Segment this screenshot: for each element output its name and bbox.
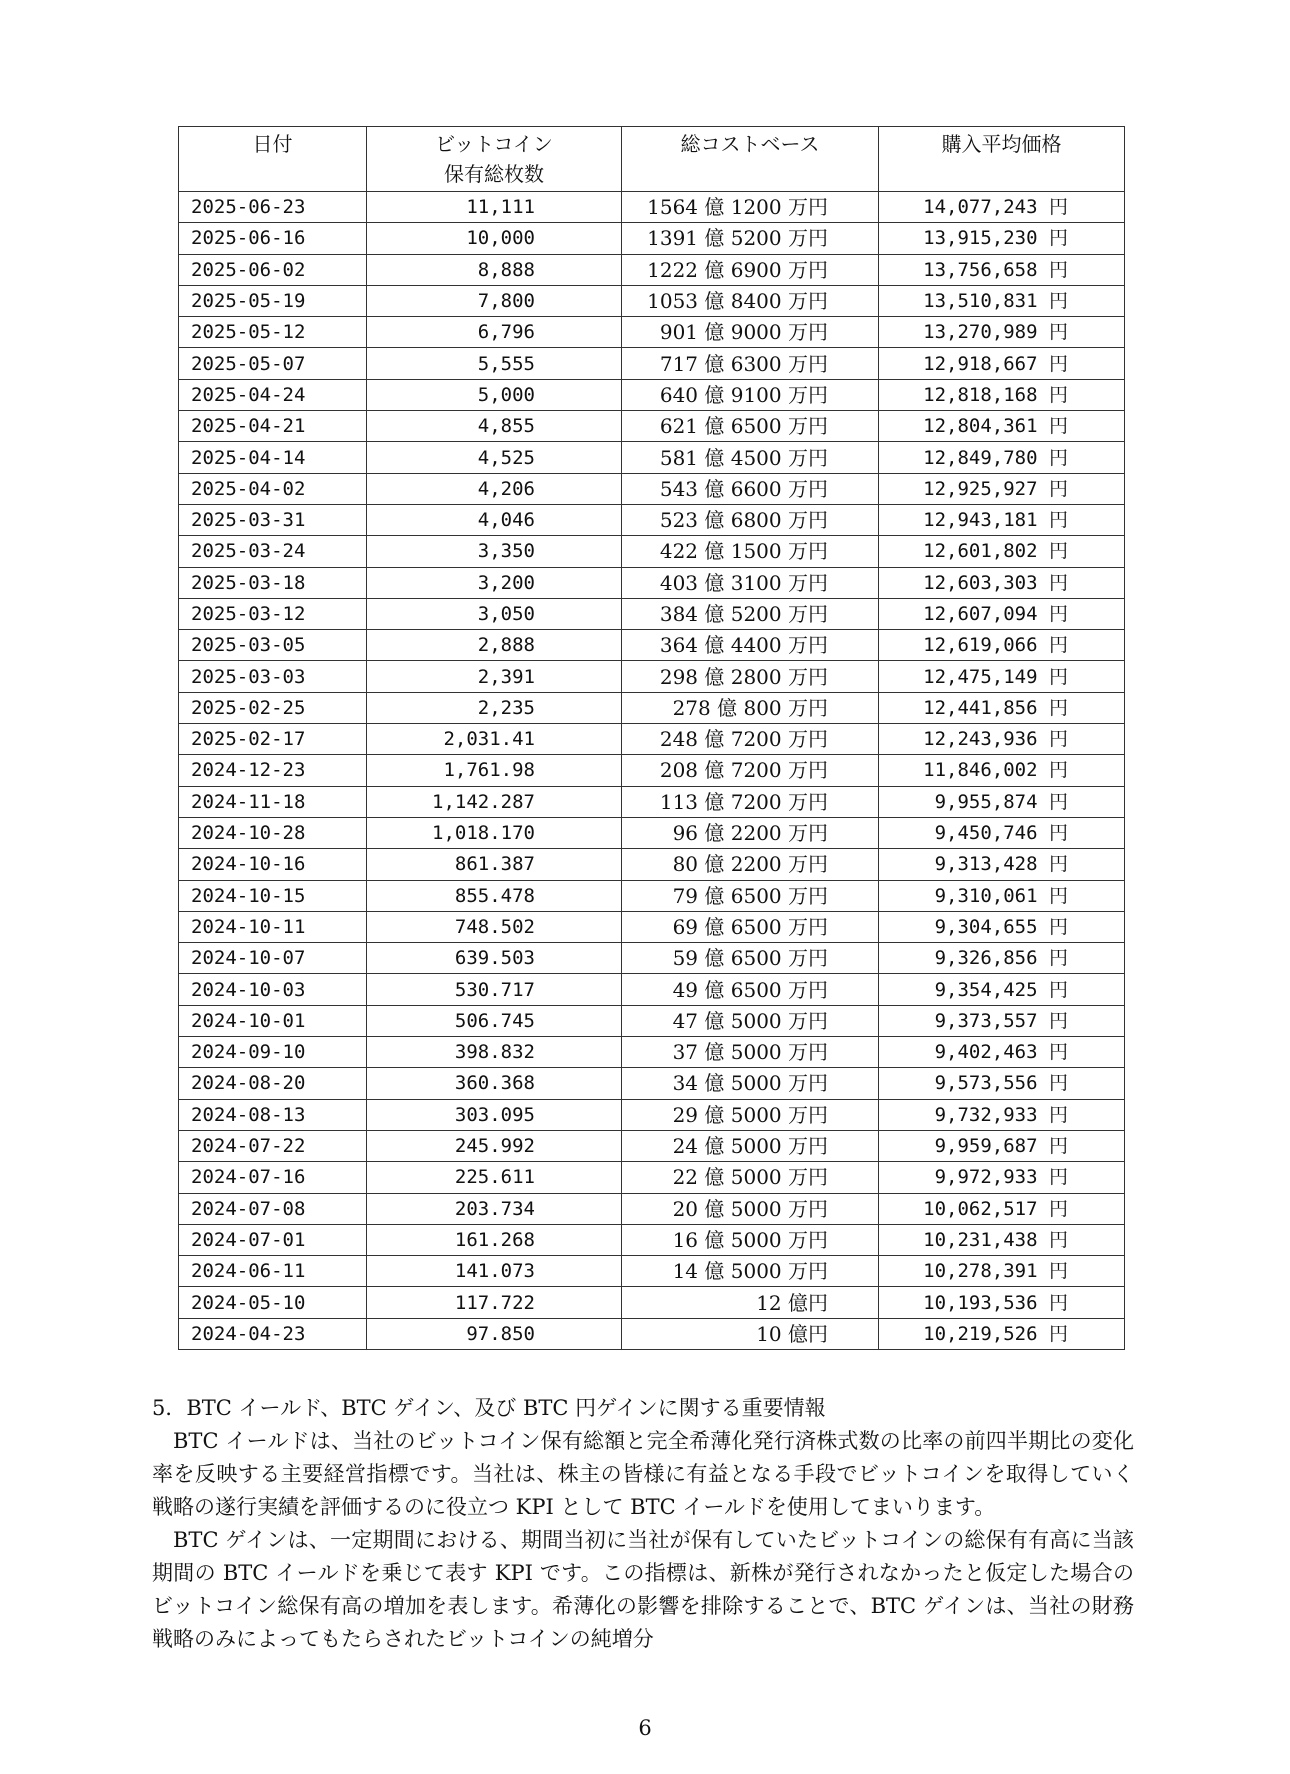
cell-total-cost: 14 億 5000 万円: [622, 1256, 879, 1287]
cell-btc-holdings: 4,206: [367, 473, 622, 504]
table-row: [179, 379, 1125, 410]
cell-total-cost: 16 億 5000 万円: [622, 1224, 879, 1255]
cell-average-price: 9,732,933 円: [879, 1099, 1125, 1130]
cell-average-price: 9,354,425 円: [879, 974, 1125, 1005]
cell-btc-holdings: 3,200: [367, 567, 622, 598]
table-row: [179, 192, 1125, 223]
cell-date: 2024-08-20: [179, 1068, 367, 1099]
table-row: [179, 442, 1125, 473]
cell-date: 2024-04-23: [179, 1318, 367, 1349]
cell-btc-holdings: 8,888: [367, 254, 622, 285]
cell-btc-holdings: 4,525: [367, 442, 622, 473]
cell-total-cost: 364 億 4400 万円: [622, 630, 879, 661]
table-row: [179, 1130, 1125, 1161]
header-total-cost: [622, 127, 879, 192]
cell-average-price: 12,849,780 円: [879, 442, 1125, 473]
table-row: [179, 1037, 1125, 1068]
table-row: [179, 1099, 1125, 1130]
cell-date: 2025-03-24: [179, 536, 367, 567]
header-date-label: 日付: [252, 132, 293, 156]
cell-btc-holdings: 245.992: [367, 1130, 622, 1161]
cell-total-cost: 621 億 6500 万円: [622, 411, 879, 442]
table-row: [179, 1068, 1125, 1099]
table-row: [179, 880, 1125, 911]
cell-date: 2025-04-02: [179, 473, 367, 504]
cell-btc-holdings: 97.850: [367, 1318, 622, 1349]
cell-date: 2024-10-16: [179, 849, 367, 880]
cell-average-price: 12,925,927 円: [879, 473, 1125, 504]
cell-average-price: 9,304,655 円: [879, 911, 1125, 942]
cell-date: 2025-03-03: [179, 661, 367, 692]
cell-total-cost: 34 億 5000 万円: [622, 1068, 879, 1099]
header-btc-line2: 保有総枚数: [444, 162, 544, 186]
cell-btc-holdings: 117.722: [367, 1287, 622, 1318]
cell-date: 2024-10-03: [179, 974, 367, 1005]
table-row: [179, 724, 1125, 755]
cell-date: 2025-02-17: [179, 724, 367, 755]
cell-date: 2024-07-16: [179, 1162, 367, 1193]
cell-date: 2024-10-15: [179, 880, 367, 911]
cell-date: 2025-02-25: [179, 692, 367, 723]
cell-date: 2025-03-18: [179, 567, 367, 598]
cell-average-price: 10,219,526 円: [879, 1318, 1125, 1349]
cell-total-cost: 20 億 5000 万円: [622, 1193, 879, 1224]
cell-average-price: 9,310,061 円: [879, 880, 1125, 911]
table-row: [179, 755, 1125, 786]
cell-average-price: 12,243,936 円: [879, 724, 1125, 755]
cell-btc-holdings: 3,350: [367, 536, 622, 567]
cell-total-cost: 543 億 6600 万円: [622, 473, 879, 504]
cell-total-cost: 49 億 6500 万円: [622, 974, 879, 1005]
cell-total-cost: 248 億 7200 万円: [622, 724, 879, 755]
table-row: [179, 411, 1125, 442]
table-row: [179, 254, 1125, 285]
cell-date: 2024-10-28: [179, 817, 367, 848]
cell-average-price: 12,475,149 円: [879, 661, 1125, 692]
cell-date: 2024-12-23: [179, 755, 367, 786]
cell-btc-holdings: 639.503: [367, 943, 622, 974]
cell-total-cost: 12 億円: [622, 1287, 879, 1318]
table-row: [179, 911, 1125, 942]
table-row: [179, 974, 1125, 1005]
header-btc-line1: ビットコイン: [435, 132, 553, 156]
table-row: [179, 817, 1125, 848]
table-row: [179, 786, 1125, 817]
cell-date: 2024-06-11: [179, 1256, 367, 1287]
cell-date: 2025-04-24: [179, 379, 367, 410]
header-average-price-label: 購入平均価格: [941, 132, 1062, 156]
cell-btc-holdings: 225.611: [367, 1162, 622, 1193]
cell-total-cost: 47 億 5000 万円: [622, 1005, 879, 1036]
cell-date: 2024-10-01: [179, 1005, 367, 1036]
cell-average-price: 10,278,391 円: [879, 1256, 1125, 1287]
paragraph-btc-yield: BTC イールドは、当社のビットコイン保有総額と完全希薄化発行済株式数の比率の前四半期比の変化率を反映する主要経営指標です。当社は、株主の皆様に有益となる手段でビットコインを取得していく戦略の遂行実績を評価するのに役立つ KPI として BTC イールドを使用してまいります。: [152, 1429, 1134, 1519]
cell-btc-holdings: 1,761.98: [367, 755, 622, 786]
cell-average-price: 13,915,230 円: [879, 223, 1125, 254]
cell-btc-holdings: 11,111: [367, 192, 622, 223]
cell-total-cost: 1053 億 8400 万円: [622, 285, 879, 316]
cell-total-cost: 79 億 6500 万円: [622, 880, 879, 911]
cell-total-cost: 422 億 1500 万円: [622, 536, 879, 567]
cell-average-price: 13,756,658 円: [879, 254, 1125, 285]
table-row: [179, 317, 1125, 348]
cell-btc-holdings: 5,000: [367, 379, 622, 410]
cell-average-price: 10,231,438 円: [879, 1224, 1125, 1255]
cell-date: 2024-10-11: [179, 911, 367, 942]
table-row: [179, 1193, 1125, 1224]
cell-average-price: 13,510,831 円: [879, 285, 1125, 316]
cell-average-price: 12,804,361 円: [879, 411, 1125, 442]
cell-average-price: 12,943,181 円: [879, 504, 1125, 535]
cell-total-cost: 1222 億 6900 万円: [622, 254, 879, 285]
cell-total-cost: 581 億 4500 万円: [622, 442, 879, 473]
cell-date: 2025-05-12: [179, 317, 367, 348]
cell-total-cost: 96 億 2200 万円: [622, 817, 879, 848]
cell-total-cost: 29 億 5000 万円: [622, 1099, 879, 1130]
cell-average-price: 9,402,463 円: [879, 1037, 1125, 1068]
cell-average-price: 9,326,856 円: [879, 943, 1125, 974]
table-row: [179, 285, 1125, 316]
cell-btc-holdings: 10,000: [367, 223, 622, 254]
cell-average-price: 9,959,687 円: [879, 1130, 1125, 1161]
table-row: [179, 1287, 1125, 1318]
cell-date: 2024-07-08: [179, 1193, 367, 1224]
cell-btc-holdings: 303.095: [367, 1099, 622, 1130]
cell-date: 2024-07-01: [179, 1224, 367, 1255]
cell-btc-holdings: 748.502: [367, 911, 622, 942]
cell-date: 2024-10-07: [179, 943, 367, 974]
cell-total-cost: 403 億 3100 万円: [622, 567, 879, 598]
cell-btc-holdings: 2,031.41: [367, 724, 622, 755]
cell-date: 2025-06-23: [179, 192, 367, 223]
cell-average-price: 14,077,243 円: [879, 192, 1125, 223]
table-row: [179, 661, 1125, 692]
table-row: [179, 223, 1125, 254]
cell-total-cost: 24 億 5000 万円: [622, 1130, 879, 1161]
cell-average-price: 10,193,536 円: [879, 1287, 1125, 1318]
table-row: [179, 598, 1125, 629]
table-row: [179, 567, 1125, 598]
cell-btc-holdings: 360.368: [367, 1068, 622, 1099]
cell-date: 2025-04-21: [179, 411, 367, 442]
cell-btc-holdings: 1,018.170: [367, 817, 622, 848]
page-number: 6: [638, 1716, 652, 1740]
cell-btc-holdings: 861.387: [367, 849, 622, 880]
table-row: [179, 504, 1125, 535]
table-row: [179, 1162, 1125, 1193]
cell-average-price: 9,313,428 円: [879, 849, 1125, 880]
table-row: [179, 1224, 1125, 1255]
header-btc-holdings: [367, 127, 622, 192]
cell-btc-holdings: 855.478: [367, 880, 622, 911]
table-row: [179, 1005, 1125, 1036]
cell-btc-holdings: 141.073: [367, 1256, 622, 1287]
cell-date: 2024-08-13: [179, 1099, 367, 1130]
cell-average-price: 12,441,856 円: [879, 692, 1125, 723]
cell-date: 2025-04-14: [179, 442, 367, 473]
table-row: [179, 630, 1125, 661]
cell-btc-holdings: 398.832: [367, 1037, 622, 1068]
cell-total-cost: 384 億 5200 万円: [622, 598, 879, 629]
header-average-price: [879, 127, 1125, 192]
cell-btc-holdings: 2,391: [367, 661, 622, 692]
table-row: [179, 473, 1125, 504]
table-body: [179, 192, 1125, 1350]
paragraph-btc-gain: BTC ゲインは、一定期間における、期間当初に当社が保有していたビットコインの総保有有高に当該期間の BTC イールドを乗じて表す KPI です。この指標は、新株が発行されなかったと仮定した場合のビットコイン総保有高の増加を表します。希薄化の影響を排除することで、BTC ゲインは、当社の財務戦略のみによってもたらされたビットコインの純増分: [152, 1528, 1134, 1651]
cell-total-cost: 640 億 9100 万円: [622, 379, 879, 410]
cell-btc-holdings: 4,046: [367, 504, 622, 535]
cell-btc-holdings: 506.745: [367, 1005, 622, 1036]
table-row: [179, 536, 1125, 567]
cell-date: 2025-05-07: [179, 348, 367, 379]
btc-metrics-section: [152, 1392, 1134, 1656]
cell-btc-holdings: 2,888: [367, 630, 622, 661]
cell-total-cost: 523 億 6800 万円: [622, 504, 879, 535]
cell-average-price: 12,601,802 円: [879, 536, 1125, 567]
cell-total-cost: 59 億 6500 万円: [622, 943, 879, 974]
cell-total-cost: 1391 億 5200 万円: [622, 223, 879, 254]
cell-total-cost: 901 億 9000 万円: [622, 317, 879, 348]
bitcoin-holdings-table: [178, 126, 1125, 1350]
cell-average-price: 9,373,557 円: [879, 1005, 1125, 1036]
cell-average-price: 9,955,874 円: [879, 786, 1125, 817]
cell-btc-holdings: 2,235: [367, 692, 622, 723]
cell-total-cost: 22 億 5000 万円: [622, 1162, 879, 1193]
cell-total-cost: 10 億円: [622, 1318, 879, 1349]
table-row: [179, 1318, 1125, 1349]
cell-total-cost: 69 億 6500 万円: [622, 911, 879, 942]
cell-btc-holdings: 1,142.287: [367, 786, 622, 817]
cell-btc-holdings: 161.268: [367, 1224, 622, 1255]
cell-total-cost: 298 億 2800 万円: [622, 661, 879, 692]
cell-btc-holdings: 3,050: [367, 598, 622, 629]
cell-total-cost: 80 億 2200 万円: [622, 849, 879, 880]
cell-date: 2025-03-12: [179, 598, 367, 629]
cell-total-cost: 37 億 5000 万円: [622, 1037, 879, 1068]
table-row: [179, 943, 1125, 974]
cell-btc-holdings: 4,855: [367, 411, 622, 442]
cell-date: 2024-11-18: [179, 786, 367, 817]
cell-total-cost: 278 億 800 万円: [622, 692, 879, 723]
cell-average-price: 9,972,933 円: [879, 1162, 1125, 1193]
table-header-row: [179, 127, 1125, 192]
cell-total-cost: 1564 億 1200 万円: [622, 192, 879, 223]
cell-date: 2024-05-10: [179, 1287, 367, 1318]
cell-btc-holdings: 530.717: [367, 974, 622, 1005]
cell-btc-holdings: 6,796: [367, 317, 622, 348]
cell-date: 2025-06-16: [179, 223, 367, 254]
cell-btc-holdings: 203.734: [367, 1193, 622, 1224]
header-total-cost-label: 総コストベース: [680, 132, 820, 156]
cell-date: 2024-07-22: [179, 1130, 367, 1161]
cell-average-price: 12,603,303 円: [879, 567, 1125, 598]
cell-average-price: 12,607,094 円: [879, 598, 1125, 629]
table-row: [179, 692, 1125, 723]
cell-average-price: 13,270,989 円: [879, 317, 1125, 348]
cell-btc-holdings: 7,800: [367, 285, 622, 316]
table-row: [179, 849, 1125, 880]
cell-average-price: 9,573,556 円: [879, 1068, 1125, 1099]
cell-date: 2025-03-31: [179, 504, 367, 535]
cell-average-price: 9,450,746 円: [879, 817, 1125, 848]
cell-btc-holdings: 5,555: [367, 348, 622, 379]
header-date: [179, 127, 367, 192]
cell-average-price: 12,818,168 円: [879, 379, 1125, 410]
cell-date: 2025-05-19: [179, 285, 367, 316]
cell-average-price: 12,918,667 円: [879, 348, 1125, 379]
cell-average-price: 10,062,517 円: [879, 1193, 1125, 1224]
cell-date: 2024-09-10: [179, 1037, 367, 1068]
cell-average-price: 12,619,066 円: [879, 630, 1125, 661]
cell-total-cost: 208 億 7200 万円: [622, 755, 879, 786]
cell-average-price: 11,846,002 円: [879, 755, 1125, 786]
table-row: [179, 1256, 1125, 1287]
section-heading: 5．BTC イールド、BTC ゲイン、及び BTC 円ゲインに関する重要情報: [152, 1396, 826, 1420]
cell-total-cost: 717 億 6300 万円: [622, 348, 879, 379]
cell-total-cost: 113 億 7200 万円: [622, 786, 879, 817]
table-row: [179, 348, 1125, 379]
cell-date: 2025-06-02: [179, 254, 367, 285]
cell-date: 2025-03-05: [179, 630, 367, 661]
